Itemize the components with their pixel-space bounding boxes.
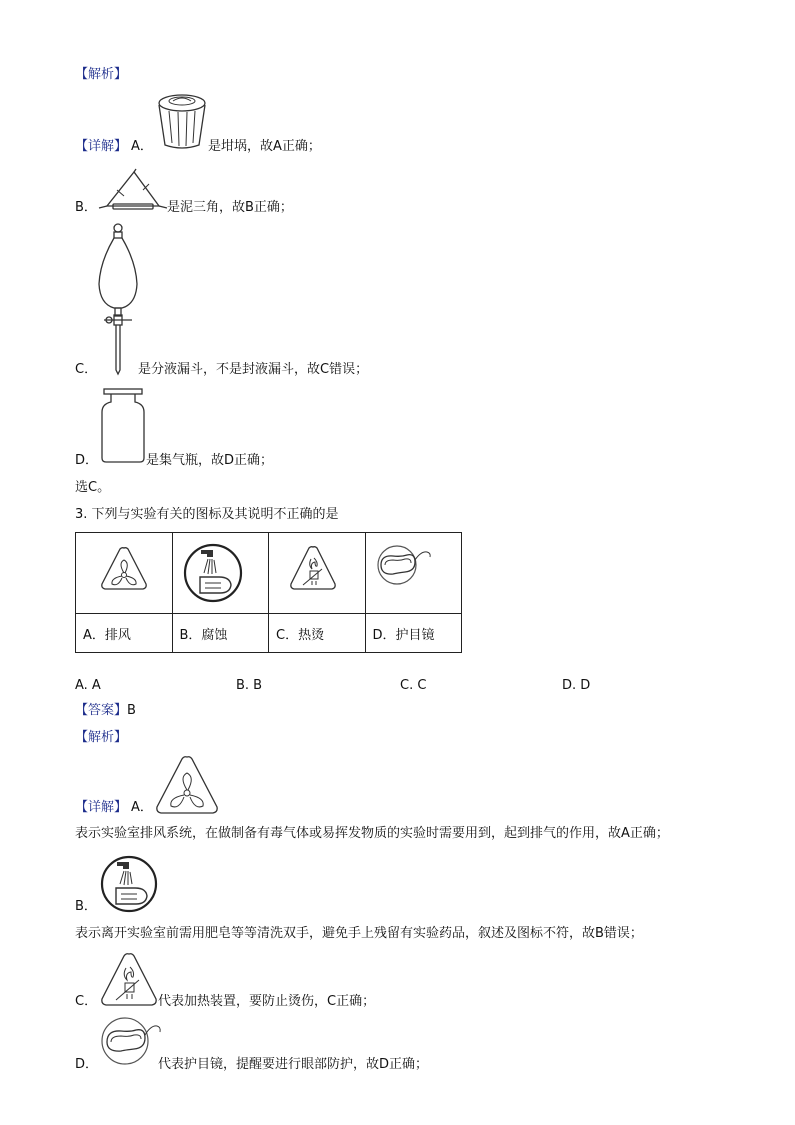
detail-heading: 【详解】: [75, 139, 128, 154]
option-a-prefix: A．: [131, 139, 153, 154]
icon-table: [75, 532, 462, 653]
fan-icon: [100, 546, 148, 592]
icon-label-a: A．排风: [76, 614, 173, 653]
option-b-text: 是泥三角，故B正确；: [167, 200, 293, 215]
answer-heading: 【答案】: [75, 703, 128, 718]
option-d-text: 是集气瓶，故D正确；: [146, 453, 274, 468]
explain-a-prefix: A．: [131, 800, 153, 815]
icon-cell-b: [172, 533, 269, 614]
icon-cell-a: [76, 533, 173, 614]
conclusion-text: 选C。: [75, 480, 111, 495]
explain-c-text: 代表加热装置，要防止烫伤，C正确；: [158, 994, 376, 1009]
analysis-heading-2: 【解析】: [75, 730, 128, 745]
separatory-funnel-icon: [96, 222, 140, 376]
fan-icon-explain: [155, 755, 219, 815]
explain-c-prefix: C．: [75, 994, 98, 1009]
analysis-heading: 【解析】: [75, 67, 128, 82]
icon-label-d: D．护目镜: [365, 614, 462, 653]
explain-d-text: 代表护目镜，提醒要进行眼部防护，故D正确；: [158, 1057, 429, 1072]
answer-line: [75, 703, 136, 719]
goggles-icon: [375, 543, 433, 587]
explain-d-prefix: D．: [75, 1057, 99, 1072]
option-a-text: 是坩埚，故A正确；: [208, 139, 321, 154]
hand-wash-icon: [183, 543, 243, 603]
icon-cell-c: [269, 533, 366, 614]
hot-surface-icon: [289, 545, 337, 593]
goggles-icon-explain: [100, 1016, 162, 1070]
question-3-stem: 3. 下列与实验有关的图标及其说明不正确的是: [75, 507, 339, 522]
option-b-prefix: B．: [75, 200, 97, 215]
choice-d: D. D: [562, 678, 591, 693]
option-c-prefix: C．: [75, 362, 98, 377]
detail-heading-2: 【详解】: [75, 800, 128, 815]
icon-label-c: C．热烫: [269, 614, 366, 653]
answer-value: B: [127, 703, 136, 718]
explain-a-text: 表示实验室排风系统，在做制备有毒气体或易挥发物质的实验时需要用到，起到排气的作用，故A正确；: [75, 826, 669, 841]
choice-c: C. C: [400, 678, 427, 693]
crucible-icon: [156, 93, 208, 151]
choice-b: B. B: [236, 678, 263, 693]
icon-label-b: B．腐蚀: [172, 614, 269, 653]
option-d-prefix: D．: [75, 453, 99, 468]
clay-triangle-icon: [99, 168, 169, 214]
gas-bottle-icon: [101, 388, 145, 464]
option-c-text: 是分液漏斗，不是封液漏斗，故C错误；: [138, 362, 369, 377]
icon-cell-d: [365, 533, 462, 614]
hand-wash-icon-explain: [100, 855, 158, 913]
explain-b-prefix: B．: [75, 899, 97, 914]
explain-b-text: 表示离开实验室前需用肥皂等等清洗双手，避免手上残留有实验药品，叙述及图标不符，故B错误；: [75, 926, 643, 941]
hot-surface-icon-explain: [100, 952, 158, 1008]
choice-a: A. A: [75, 678, 101, 693]
